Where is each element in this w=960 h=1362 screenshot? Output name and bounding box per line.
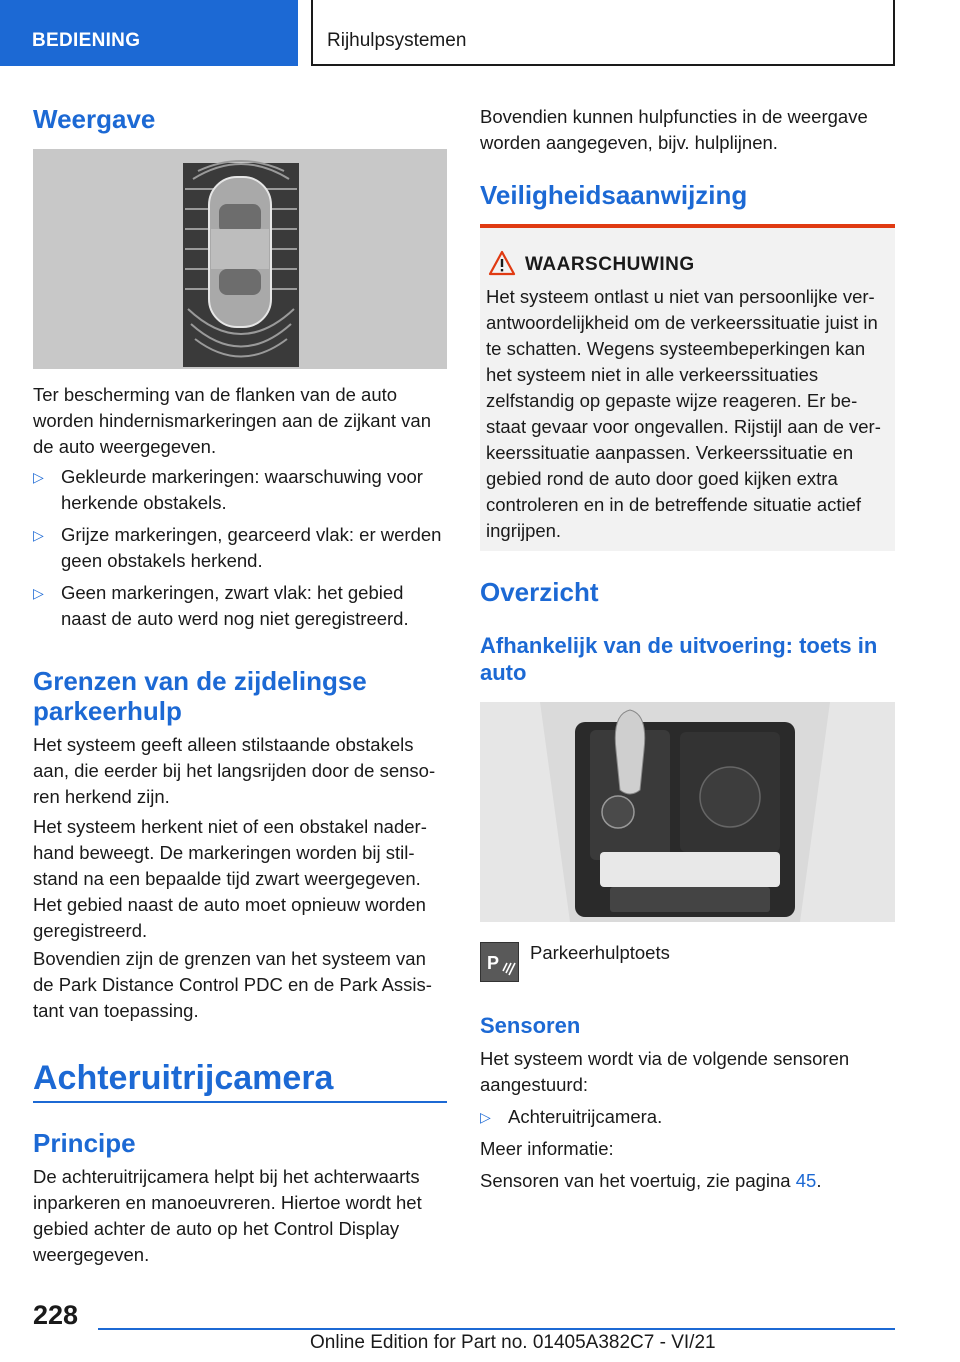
sensoren-heading: Sensoren	[480, 1013, 581, 1038]
grenzen-paragraph-2: Het systeem herkent niet of een obstakel nader-hand beweegt. De markeringen worden bij stil-stand na een bepaalde tijd zwart weergegeven. Het gebied naast de auto moet opnieuw worden geregistreerd.	[33, 816, 427, 941]
header-section-tab	[0, 0, 298, 66]
page-reference: Sensoren van het voertuig, zie pagina 45.	[480, 1170, 822, 1191]
center-console-image	[480, 702, 895, 922]
principe-heading: Principe	[33, 1128, 136, 1158]
grenzen-paragraph-1: Het systeem geeft alleen stilstaande obstakels aan, die eerder bij het langsrijden door de senso-ren herkend zijn.	[33, 734, 436, 807]
weergave-text: Ter bescherming van de flanken van de auto worden hindernismarkeringen aan de zijkant van de auto weergegeven.	[33, 384, 431, 457]
page-link[interactable]: 45	[795, 1170, 817, 1191]
intro-text: Bovendien kunnen hulpfuncties in de weergave worden aangegeven, bijv. hulplijnen.	[480, 106, 868, 153]
warning-triangle-icon	[488, 250, 516, 276]
weergave-heading: Weergave	[33, 104, 156, 134]
grenzen-paragraph-3: Bovendien zijn de grenzen van het systeem van de Park Distance Control PDC en de Park Assis-tant van toepassing.	[33, 948, 432, 1021]
bullet-triangle-icon: ▷	[33, 469, 44, 485]
meer-info-label: Meer informatie:	[480, 1138, 614, 1159]
veiligheid-heading: Veiligheidsaanwijzing	[480, 180, 748, 210]
button-label: Parkeerhulptoets	[530, 942, 670, 963]
svg-text:P: P	[487, 953, 500, 973]
camera-heading: Achteruitrijcamera	[33, 1059, 334, 1097]
sensoren-text: Het systeem wordt via de volgende sensoren aangestuurd:	[480, 1048, 850, 1095]
afhankelijk-heading: Afhankelijk van de uitvoering: toets in auto	[480, 633, 878, 685]
side-view-display-image	[33, 149, 447, 369]
bullet-triangle-icon: ▷	[33, 527, 44, 543]
warning-title: WAARSCHUWING	[525, 254, 695, 275]
header-chapter-tab	[311, 0, 895, 66]
grenzen-heading: Grenzen van de zijdelingse parkeerhulp	[33, 666, 367, 726]
section-divider	[33, 1101, 447, 1103]
bullet-triangle-icon: ▷	[33, 585, 44, 601]
header-chapter-label: Rijhulpsystemen	[327, 30, 467, 51]
header-section-label: BEDIENING	[32, 30, 141, 51]
page-number: 228	[33, 1300, 79, 1330]
footer-edition: Online Edition for Part no. 01405A382C7 - VI/21	[310, 1332, 716, 1353]
footer-divider	[98, 1328, 895, 1330]
bullet-triangle-icon: ▷	[480, 1109, 491, 1125]
principe-text: De achteruitrijcamera helpt bij het achterwaarts inparkeren en manoeuvreren. Hiertoe wordt het gebied achter de auto op het Control Display weergegeven.	[33, 1166, 422, 1265]
warning-box	[480, 224, 895, 551]
park-assist-button-icon	[480, 942, 519, 982]
overzicht-heading: Overzicht	[480, 577, 599, 607]
warning-text: Het systeem ontlast u niet van persoonlijke ver-antwoordelijkheid om de verkeerssituatie juist in te schatten. Wegens systeembeperkingen kan het systeem niet in alle verkeerssituaties zelfstandig op gepaste wijze reageren. Er be-staat gevaar voor ongevallen. Rijstijl aan de ver-keerssituatie aanpassen. Verkeerssituatie en gebied rond de auto door goed kijken extra controleren en in de betreffende situatie actief ingrijpen.	[486, 286, 881, 541]
